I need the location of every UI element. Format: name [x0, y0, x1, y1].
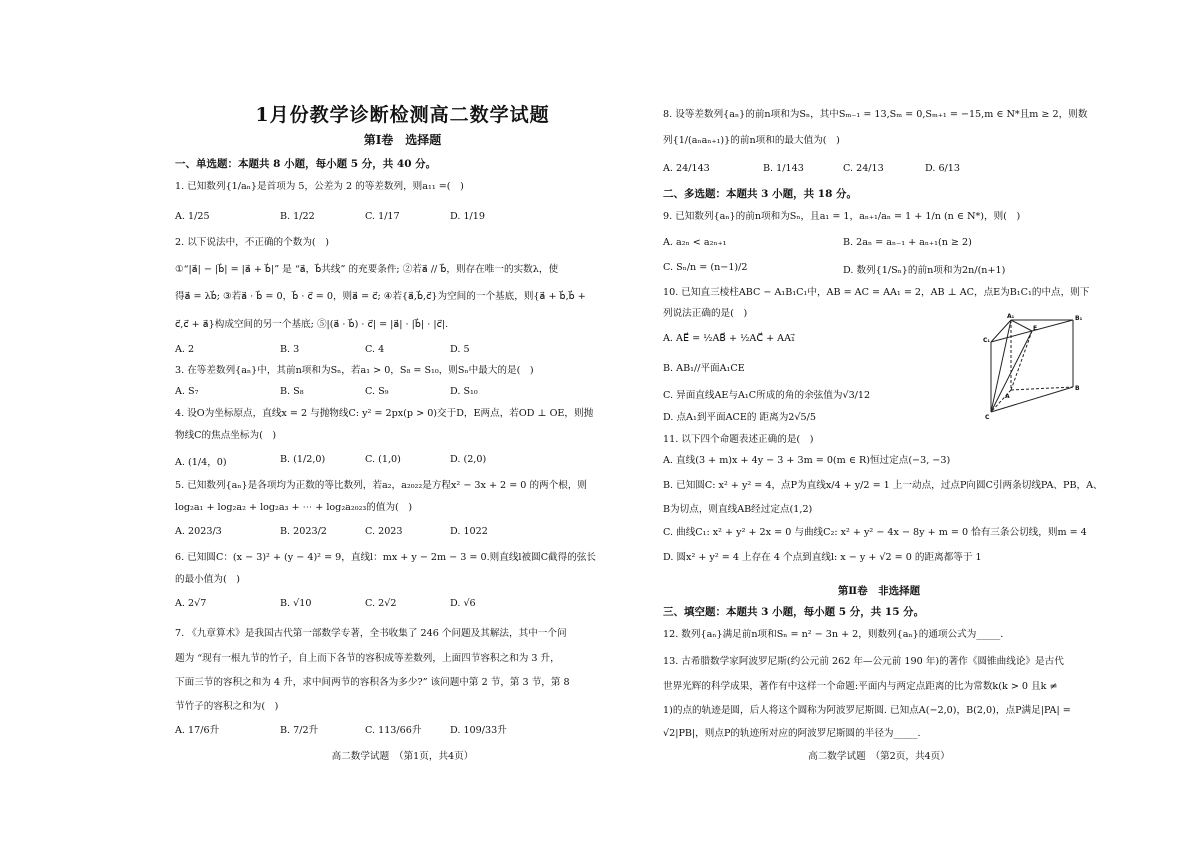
q2-option-a: A. 2	[175, 344, 195, 355]
q3-option-c: C. S₉	[365, 386, 389, 397]
q5-option-b: B. 2023/2	[280, 526, 327, 537]
q4-option-b: B. (1/2,0)	[280, 454, 326, 465]
label-a: A	[1005, 393, 1010, 400]
q9-option-a: A. a₂ₙ < a₂ₙ₊₁	[663, 237, 727, 248]
q7-option-c: C. 113/66升	[365, 725, 422, 736]
section-single-choice: 一、单选题：本题共 8 小题，每小题 5 分，共 40 分。	[175, 158, 437, 170]
question-13-line-4: √2|PB|，则点P的轨迹所对应的阿波罗尼斯圆的半径为_____.	[663, 728, 921, 739]
page-one-footer: 高二数学试题 （第1页，共4页）	[331, 751, 474, 762]
exam-title: 1月份教学诊断检测高二数学试题	[255, 104, 550, 126]
part-two-heading: 第Ⅱ卷 非选择题	[837, 585, 921, 597]
q6-option-a: A. 2√7	[175, 598, 207, 609]
q10-option-b: B. AB₁//平面A₁CE	[663, 363, 745, 374]
q9-option-d: D. 数列{1/Sₙ}的前n项和为2n/(n+1)	[843, 265, 1006, 276]
question-7-line-4: 节竹子的容积之和为( )	[175, 701, 279, 712]
question-7-line-2: 题为 “现有一根九节的竹子，自上而下各节的容积成等差数列，上面四节容积之和为 3 升，	[175, 653, 560, 664]
q7-option-d: D. 109/33升	[450, 725, 507, 736]
question-2: 2. 以下说法中，不正确的个数为( )	[175, 237, 330, 248]
q5-option-c: C. 2023	[365, 526, 403, 537]
q2-option-c: C. 4	[365, 344, 385, 355]
question-12: 12. 数列{aₙ}满足前n项和Sₙ = n² − 3n + 2，则数列{aₙ}的通项公式为_____.	[663, 629, 1004, 640]
q6-option-d: D. √6	[450, 598, 476, 609]
q11-option-a: A. 直线(3 + m)x + 4y − 3 + 3m = 0(m ∈ R)恒过定点(−3, −3)	[663, 455, 951, 466]
q3-option-b: B. S₈	[280, 386, 304, 397]
question-4: 4. 设O为坐标原点，直线x = 2 与抛物线C: y² = 2px(p > 0)交于D，E两点，若OD ⊥ OE，则抛	[175, 408, 594, 419]
label-c: C	[985, 414, 990, 421]
question-7-line-3: 下面三节的容积之和为 4 升，求中间两节的容积各为多少?” 该问题中第 2 节，第 3 节，第 8	[175, 677, 570, 688]
page-one	[175, 0, 630, 848]
question-2-line-4: c⃗,c⃗ + a⃗}构成空间的另一个基底; ⑤|(a⃗ · b⃗) · c⃗| = |a⃗| · |b⃗| · |c⃗|.	[175, 319, 449, 330]
q4-option-a: A. (1/4，0)	[175, 457, 227, 468]
q11-option-b-line-2: B为切点，则直线AB经过定点(1,2)	[663, 504, 813, 515]
q11-option-d: D. 圆x² + y² = 4 上存在 4 个点到直线l: x − y + √2 = 0 的距离都等于 1	[663, 552, 982, 563]
question-6-line-2: 的最小值为( )	[175, 574, 241, 585]
q11-option-b: B. 已知圆C: x² + y² = 4，点P为直线x/4 + y/2 = 1 上一动点，过点P向圆C引两条切线PA、PB，A、	[663, 480, 1103, 491]
q2-option-d: D. 5	[450, 344, 470, 355]
q4-option-c: C. (1,0)	[365, 454, 401, 465]
question-7: 7. 《九章算术》是我国古代第一部数学专著，全书收集了 246 个问题及其解法，其中一个问	[175, 628, 567, 639]
question-5: 5. 已知数列{aₙ}是各项均为正数的等比数列，若a₂，a₂₀₂₂是方程x² − 3x + 2 = 0 的两个根，则	[175, 480, 588, 491]
label-b1: B₁	[1075, 315, 1083, 322]
q5-option-d: D. 1022	[450, 526, 488, 537]
prism-svg	[981, 312, 1085, 422]
question-13-line-2: 世界光辉的科学成果，著作有中这样一个命题:平面内与两定点距离的比为常数k(k > 0 且k ≠	[663, 681, 1058, 692]
label-e: E	[1033, 325, 1038, 332]
q7-option-b: B. 7/2升	[280, 725, 319, 736]
q1-option-c: C. 1/17	[365, 211, 400, 222]
part-one-heading: 第Ⅰ卷 选择题	[363, 133, 442, 147]
q10-option-a: A. AE⃗ = ½AB⃗ + ½AC⃗ + AA₁⃗	[663, 333, 795, 344]
label-a1: A₁	[1007, 313, 1015, 320]
q4-option-d: D. (2,0)	[450, 454, 487, 465]
question-4-line-2: 物线C的焦点坐标为( )	[175, 430, 277, 441]
prism-diagram	[981, 312, 1085, 422]
question-10-line-2: 列说法正确的是( )	[663, 308, 748, 319]
section-multi-choice: 二、多选题：本题共 3 小题，共 18 分。	[663, 188, 858, 200]
q6-option-c: C. 2√2	[365, 598, 397, 609]
q1-option-a: A. 1/25	[175, 211, 210, 222]
q3-option-a: A. S₇	[175, 386, 199, 397]
question-8-line-2: 列{1/(aₙaₙ₊₁)}的前n项和的最大值为( )	[663, 135, 840, 146]
question-2-line-2: ①“|a⃗| − |b⃗| = |a⃗ + b⃗|” 是 “a⃗，b⃗共线” 的充要条件; ②若a⃗ // b⃗，则存在唯一的实数λ，使	[175, 264, 559, 275]
q11-option-c: C. 曲线C₁: x² + y² + 2x = 0 与曲线C₂: x² + y² − 4x − 8y + m = 0 恰有三条公切线，则m = 4	[663, 527, 1087, 538]
question-13: 13. 古希腊数学家阿波罗尼斯(约公元前 262 年—公元前 190 年)的著作《圆锥曲线论》是古代	[663, 656, 1064, 667]
question-3: 3. 在等差数列{aₙ}中，其前n项和为Sₙ，若a₁ > 0，S₈ = S₁₀，则Sₙ中最大的是( )	[175, 365, 534, 376]
q7-option-a: A. 17/6升	[175, 725, 220, 736]
question-5-line-2: log₂a₁ + log₂a₂ + log₂a₃ + ⋯ + log₂a₂₀₂₃的值为( )	[175, 502, 413, 513]
section-fill-blank: 三、填空题：本题共 3 小题，每小题 5 分，共 15 分。	[663, 606, 925, 618]
q8-option-d: D. 6/13	[925, 163, 960, 174]
q8-option-b: B. 1/143	[763, 163, 804, 174]
page-two-footer: 高二数学试题 （第2页，共4页）	[808, 751, 950, 762]
question-10: 10. 已知直三棱柱ABC − A₁B₁C₁中，AB = AC = AA₁ = 2，AB ⊥ AC，点E为B₁C₁的中点，则下	[663, 287, 1090, 298]
question-11: 11. 以下四个命题表述正确的是( )	[663, 434, 814, 445]
q9-option-b: B. 2aₙ = aₙ₋₁ + aₙ₊₁(n ≥ 2)	[843, 237, 972, 248]
q5-option-a: A. 2023/3	[175, 526, 222, 537]
q6-option-b: B. √10	[280, 598, 312, 609]
page-two	[663, 0, 1103, 848]
question-8: 8. 设等差数列{aₙ}的前n项和为Sₙ，其中Sₘ₋₁ = 13,Sₘ = 0,Sₘ₊₁ = −15,m ∈ N*且m ≥ 2，则数	[663, 109, 1088, 120]
q3-option-d: D. S₁₀	[450, 386, 478, 397]
label-b: B	[1075, 385, 1080, 392]
q9-option-c: C. Sₙ/n = (n−1)/2	[663, 262, 748, 273]
q10-option-d: D. 点A₁到平面ACE的 距离为2√5/5	[663, 412, 816, 423]
q8-option-a: A. 24/143	[663, 163, 710, 174]
q2-option-b: B. 3	[280, 344, 300, 355]
q1-option-b: B. 1/22	[280, 211, 315, 222]
q8-option-c: C. 24/13	[843, 163, 884, 174]
q10-option-c: C. 异面直线AE与A₁C所成的角的余弦值为√3/12	[663, 390, 871, 401]
question-13-line-3: 1)的点的轨迹是圆，后人将这个圆称为阿波罗尼斯圆. 已知点A(−2,0)，B(2,0)，点P满足|PA| =	[663, 705, 1071, 716]
q1-option-d: D. 1/19	[450, 211, 485, 222]
label-c1: C₁	[983, 337, 991, 344]
question-2-line-3: 得a⃗ = λb⃗; ③若a⃗ · b⃗ = 0，b⃗ · c⃗ = 0，则a⃗ = c⃗; ④若{a⃗,b⃗,c⃗}为空间的一个基底，则{a⃗ + b⃗,b⃗ +	[175, 291, 586, 302]
question-9: 9. 已知数列{aₙ}的前n项和为Sₙ，且a₁ = 1，aₙ₊₁/aₙ = 1 + 1/n (n ∈ N*)，则( )	[663, 211, 1021, 222]
question-1: 1. 已知数列{1/aₙ}是首项为 5，公差为 2 的等差数列，则a₁₁ =( )	[175, 181, 464, 192]
question-6: 6. 已知圆C：(x − 3)² + (y − 4)² = 9，直线l：mx + y − 2m − 3 = 0.则直线l被圆C截得的弦长	[175, 552, 597, 563]
